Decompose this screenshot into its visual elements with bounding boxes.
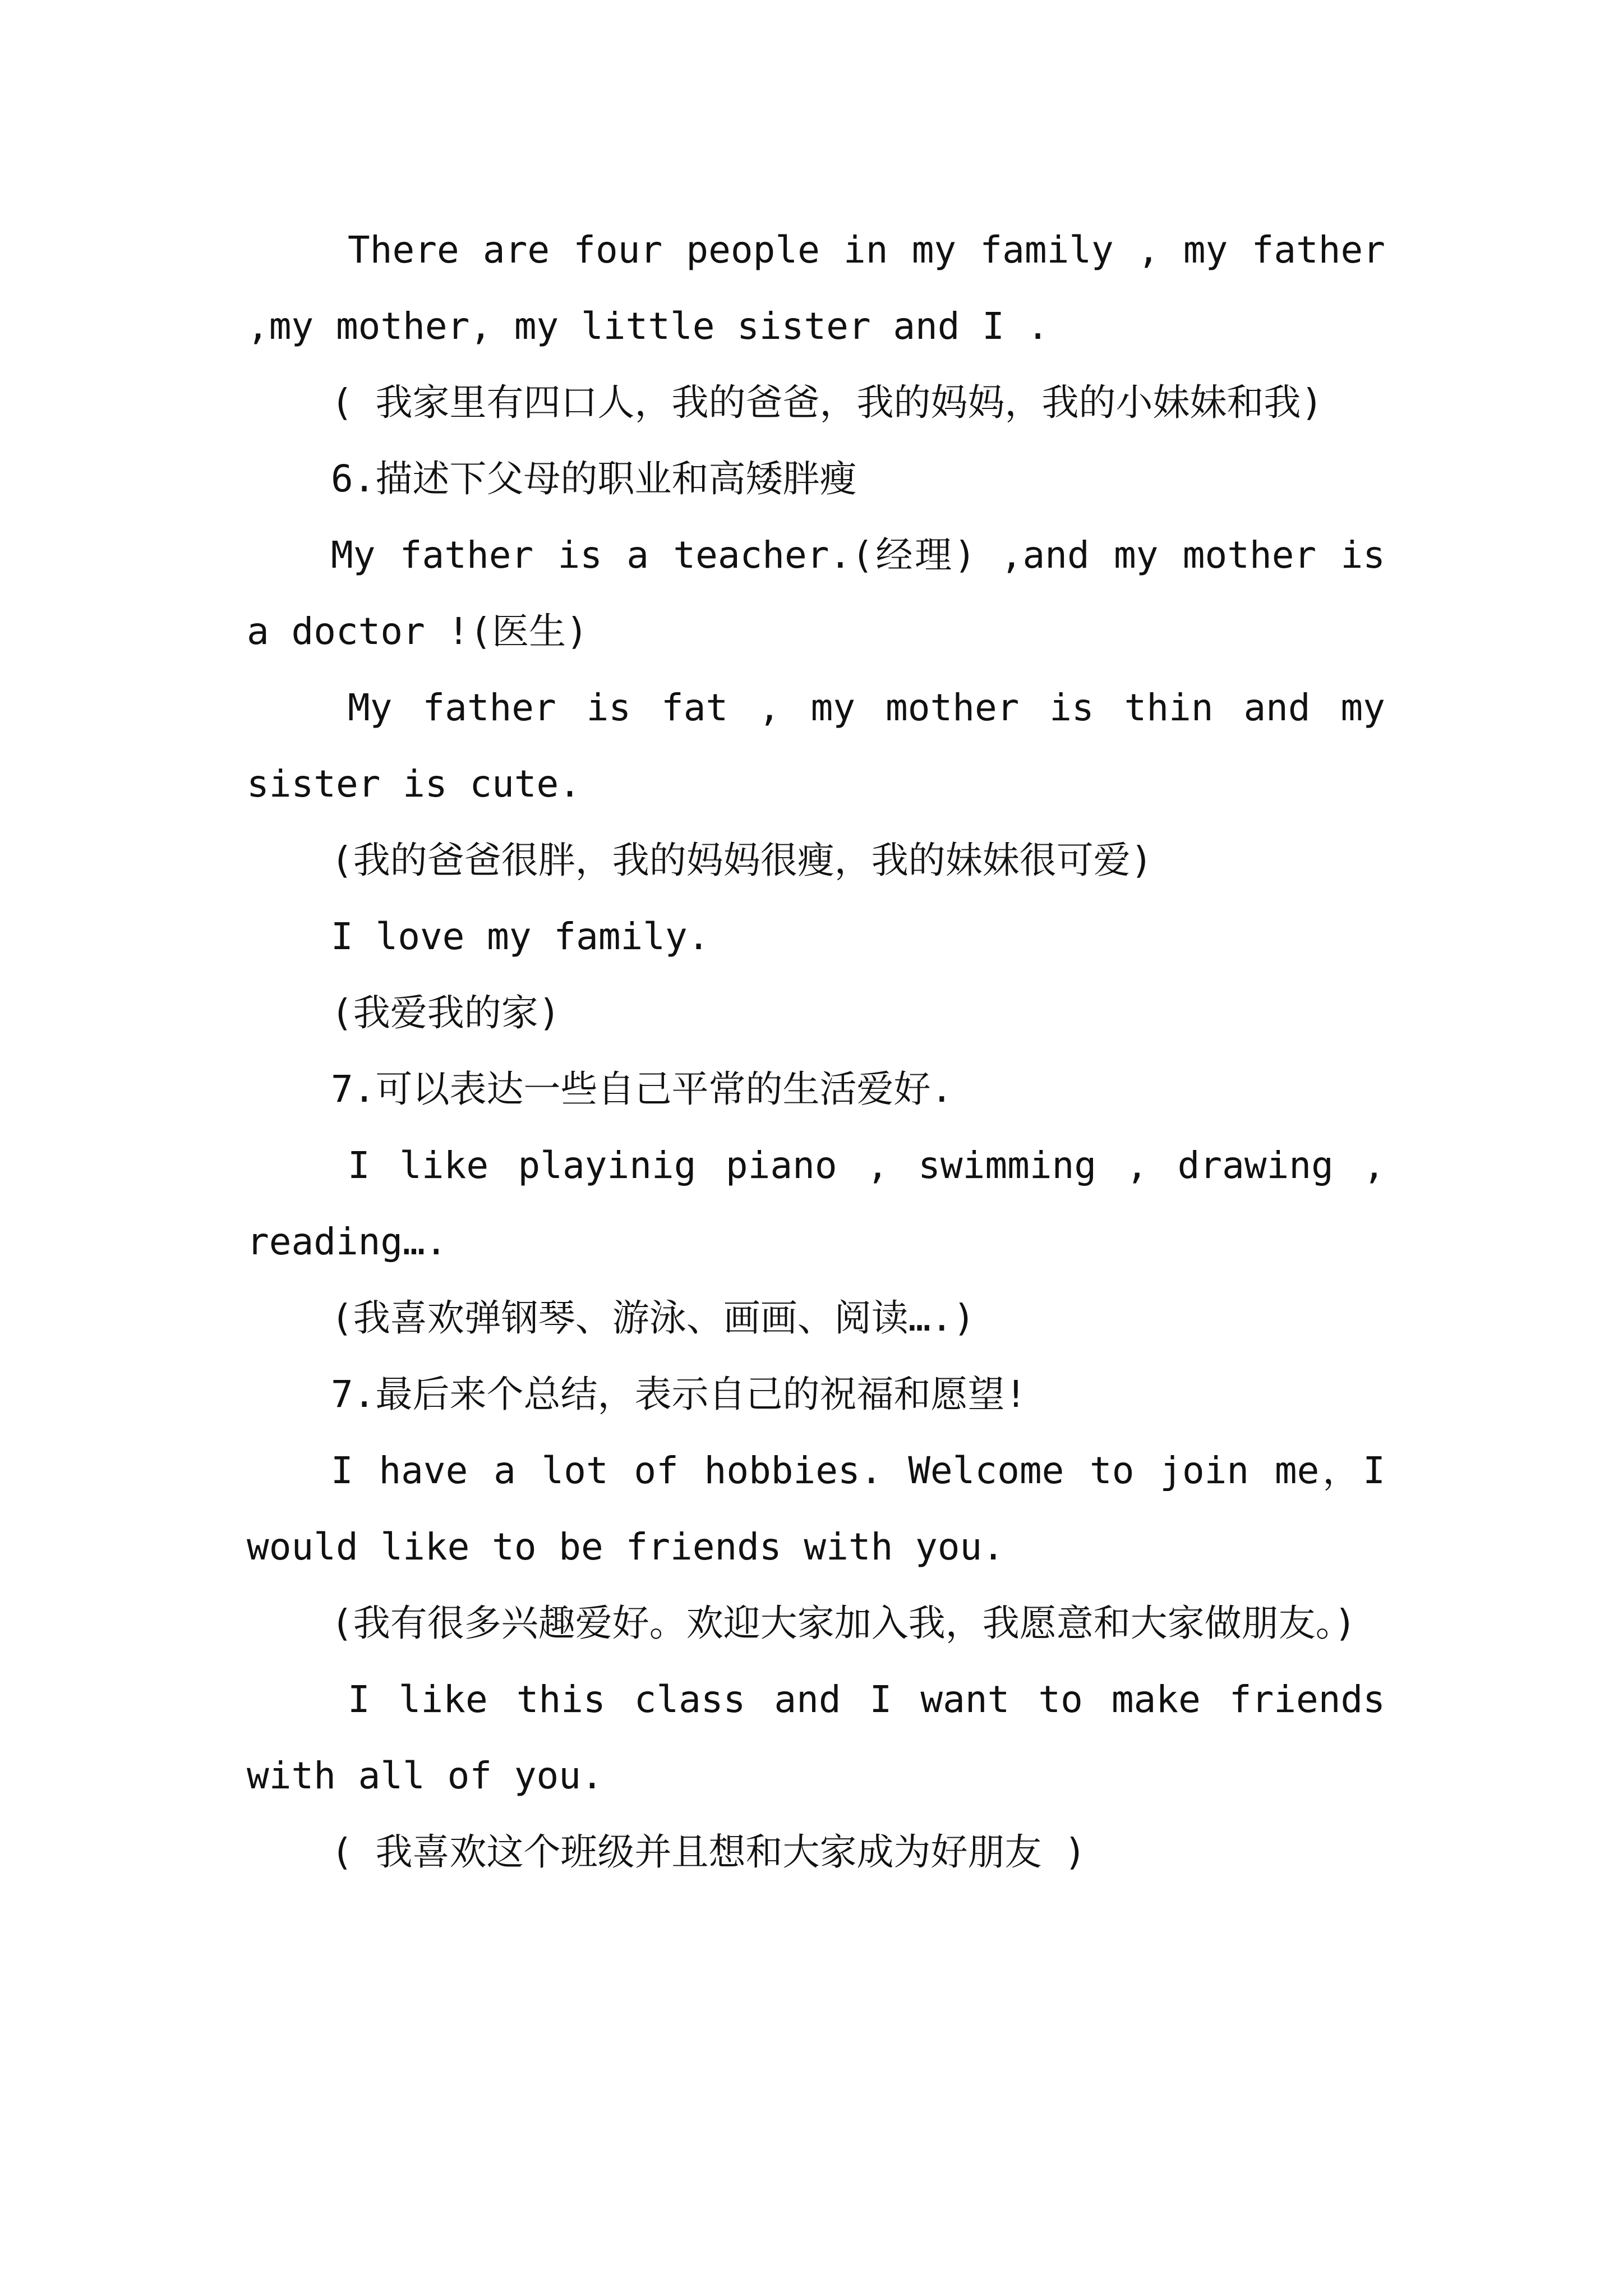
heading-summary: 7.最后来个总结，表示自己的祝福和愿望!: [331, 1373, 1027, 1416]
paragraph-class-friends-zh: ( 我喜欢这个班级并且想和大家成为好朋友 ): [331, 1830, 1086, 1874]
paragraph-appearance-en: My father is fat , my mother is thin and my sister is cute.: [247, 686, 1385, 806]
paragraph-parents-jobs-en: My father is a teacher.(经理) ,and my mother is a doctor !(医生): [247, 533, 1385, 653]
heading-parents-jobs: 6.描述下父母的职业和高矮胖瘦: [331, 457, 857, 500]
paragraph-summary-en: I have a lot of hobbies. Welcome to join me，I would like to be friends with you.: [247, 1449, 1385, 1568]
paragraph-love-family-en: I love my family.: [331, 915, 710, 958]
paragraph-hobbies-zh: (我喜欢弹钢琴、游泳、画画、阅读….): [331, 1296, 975, 1340]
heading-hobbies: 7.可以表达一些自己平常的生活爱好.: [331, 1068, 953, 1111]
paragraph-summary-zh: (我有很多兴趣爱好。欢迎大家加入我，我愿意和大家做朋友。): [331, 1602, 1357, 1645]
paragraph-family-members-zh: ( 我家里有四口人，我的爸爸，我的妈妈，我的小妹妹和我): [331, 381, 1324, 424]
paragraph-family-members-en: There are four people in my family , my father ,my mother, my little sister and I .: [247, 228, 1385, 348]
paragraph-hobbies-en: I like playinig piano , swimming , drawing , reading….: [247, 1144, 1385, 1263]
paragraph-appearance-zh: (我的爸爸很胖，我的妈妈很瘦，我的妹妹很可爱): [331, 839, 1153, 882]
document-body: [247, 212, 1385, 1890]
paragraph-class-friends-en: I like this class and I want to make friends with all of you.: [247, 1678, 1385, 1797]
paragraph-love-family-zh: (我爱我的家): [331, 991, 561, 1034]
